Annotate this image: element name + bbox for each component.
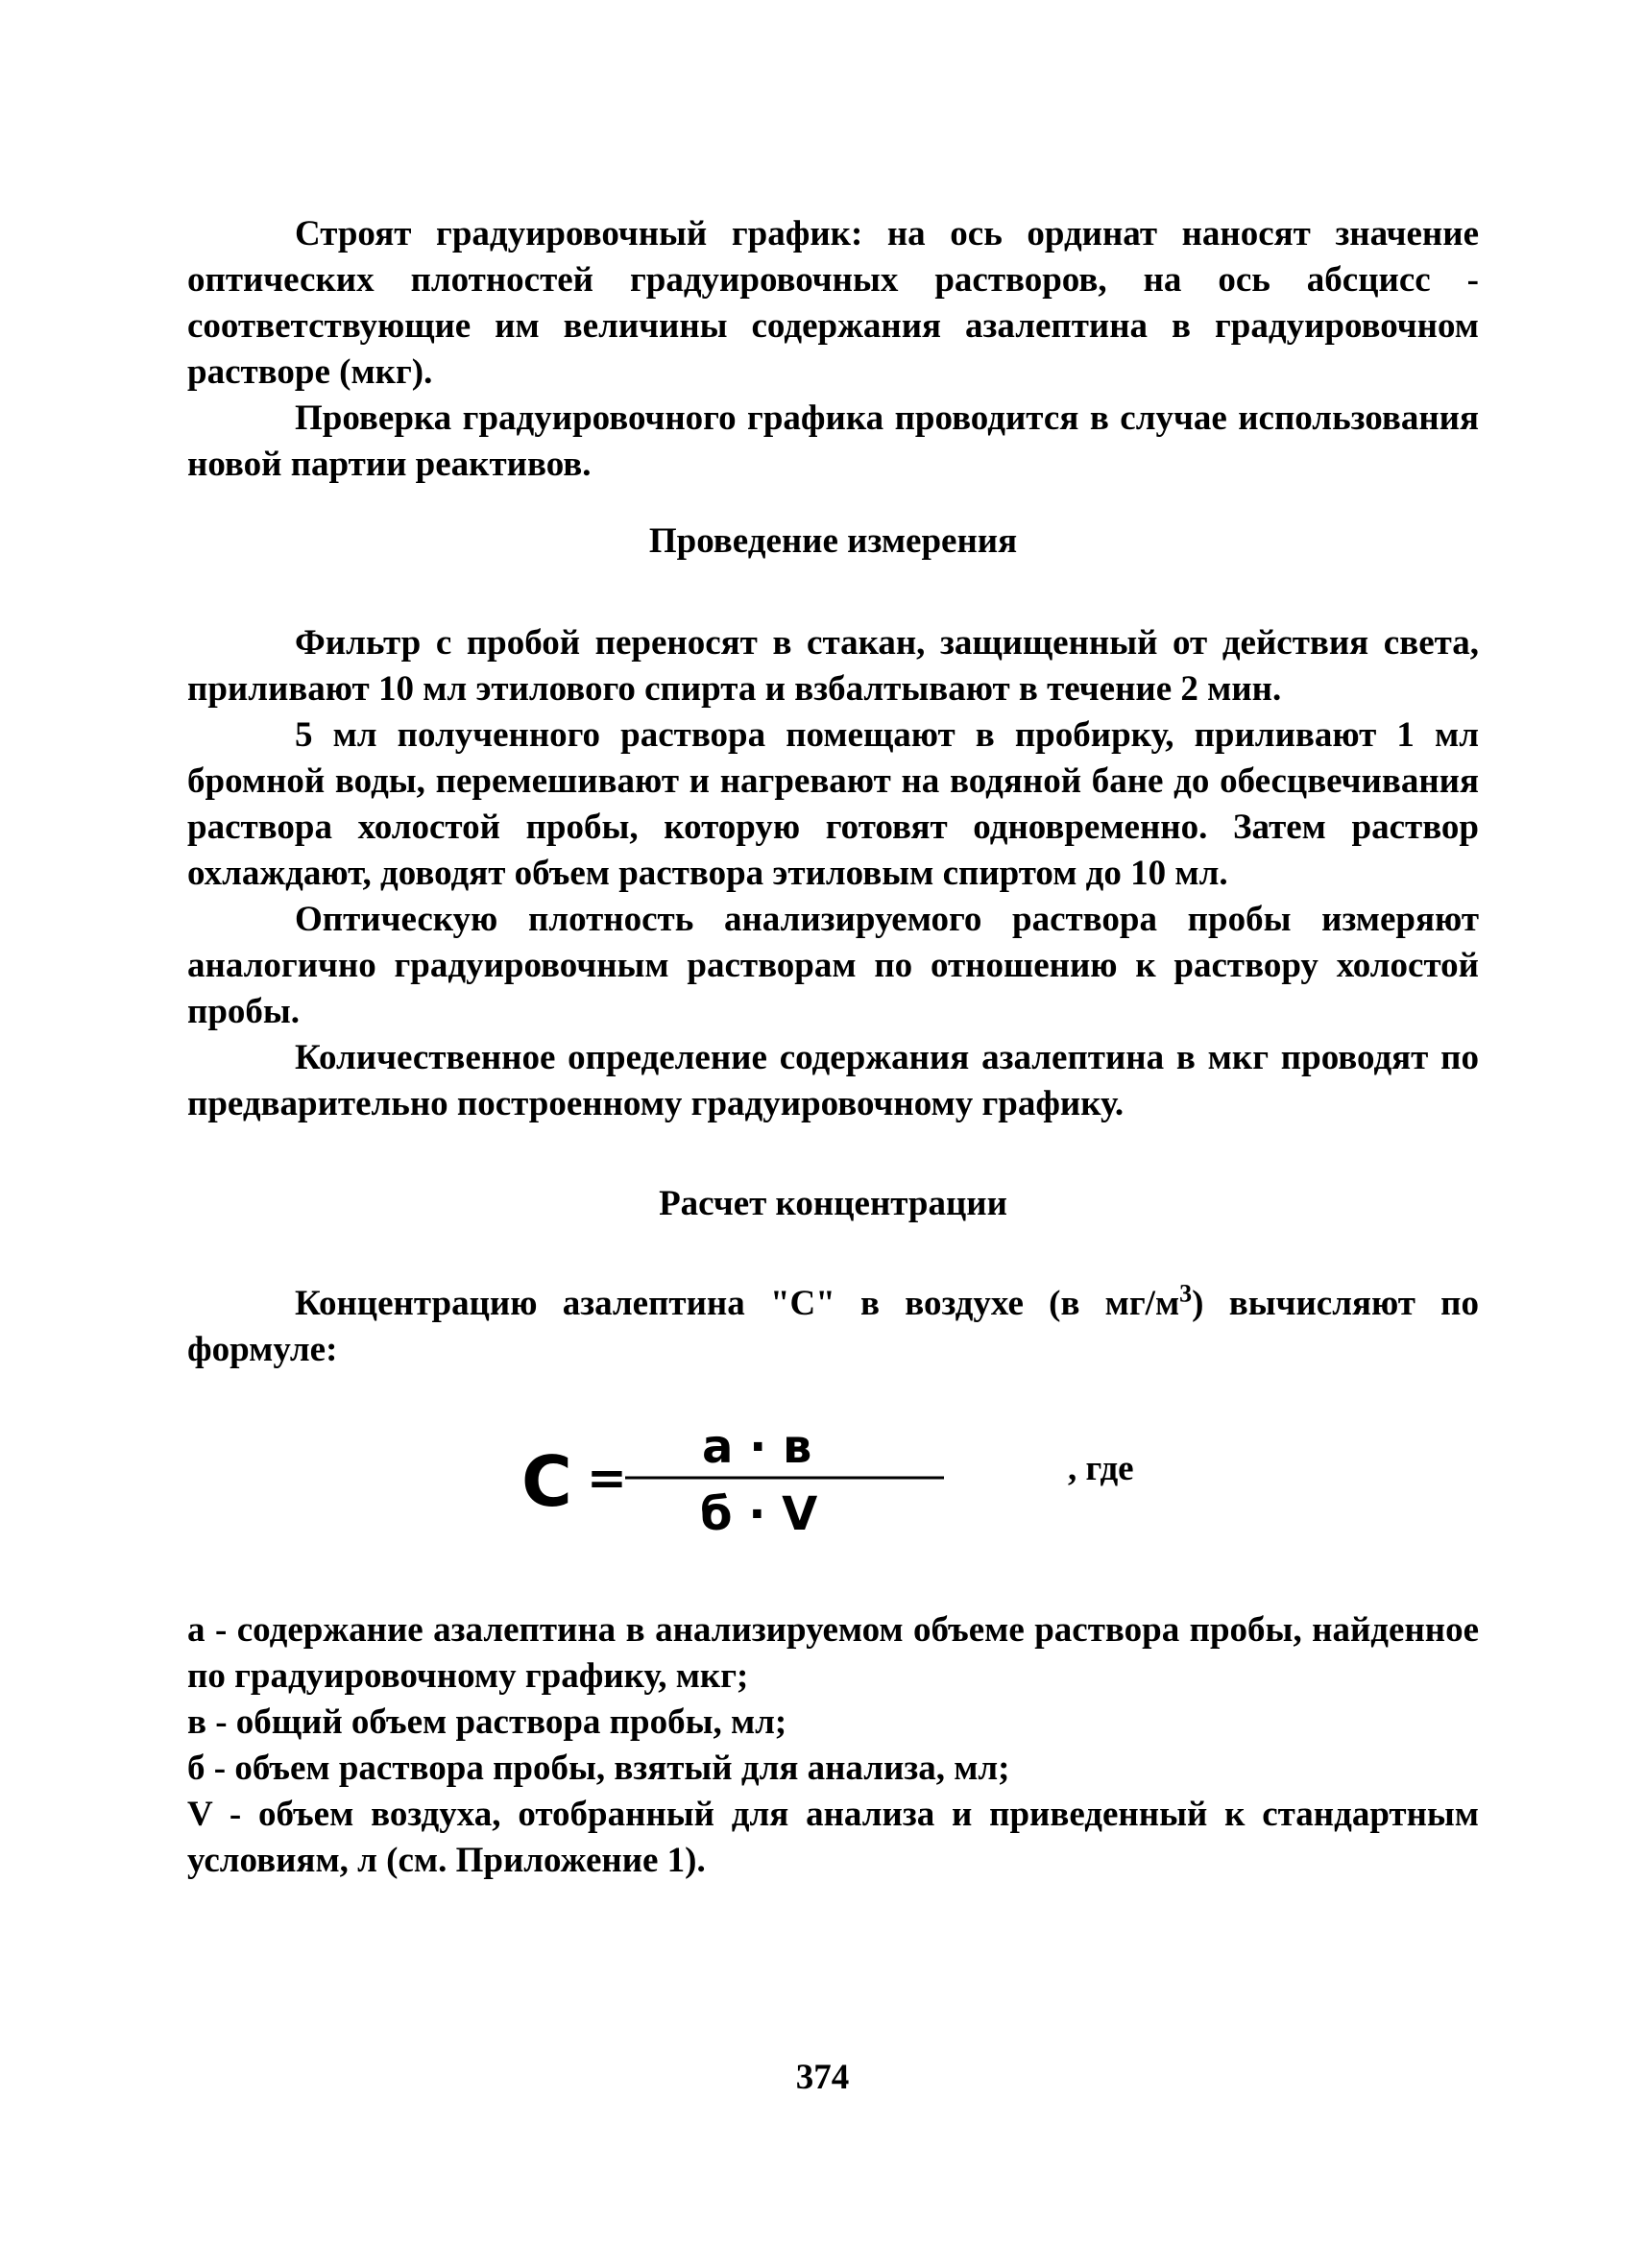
formula <box>187 1410 1479 1554</box>
calc-intro-text-end: ) вычисляют по формуле: <box>187 1284 1479 1369</box>
paragraph-quantitative: Количественное определение содержания азалептина в мкг проводят по предварительно построенному градуировочному графику. <box>187 1038 1479 1123</box>
formula-numerator: а · в <box>702 1420 812 1474</box>
page-number: 374 <box>795 2058 850 2097</box>
heading-measurement: Проведение измерения <box>648 521 1018 561</box>
formula-lhs: С <box>521 1441 572 1522</box>
calc-intro-text: Концентрацию азалептина "С" в воздухе (в мг/м <box>295 1284 1180 1323</box>
definition-a: а - содержание азалептина в анализируемом объеме раствора пробы, найденное по градуировочному графику, мкг; <box>187 1610 1479 1696</box>
paragraph-calibration-graph: Строят градуировочный график: на ось ординат наносят значение оптических плотностей градуировочных растворов, на ось абсцисс - соответствующие им величины содержания азалептина в градуировочном растворе (мкг). <box>187 214 1479 392</box>
calc-intro-superscript: 3 <box>1179 1279 1193 1308</box>
paragraph-optical-density: Оптическую плотность анализируемого раствора пробы измеряют аналогично градуировочным растворам по отношению к раствору холостой пробы. <box>187 900 1479 1031</box>
definition-b: б - объем раствора пробы, взятый для анализа, мл; <box>187 1749 1010 1788</box>
paragraph-calc-intro <box>187 1281 1479 1373</box>
heading-calculation: Расчет концентрации <box>659 1184 1007 1223</box>
document-page <box>187 211 1479 1884</box>
paragraph-graph-check: Проверка градуировочного графика проводится в случае использования новой партии реактивов. <box>187 398 1479 484</box>
formula-where: , где <box>1068 1449 1134 1488</box>
definition-volume: V - объем воздуха, отобранный для анализа и приведенный к стандартным условиям, л (см. Приложение 1). <box>187 1795 1479 1880</box>
paragraph-solution: 5 мл полученного раствора помещают в пробирку, приливают 1 мл бромной воды, перемешивают и нагревают на водяной бане до обесцвечивания раствора холостой пробы, которую готовят одновременно. Затем раствор охлаждают, доводят объем раствора этиловым спиртом до 10 мл. <box>187 715 1479 893</box>
formula-equals: = <box>587 1450 627 1506</box>
formula-denominator: б · V <box>700 1487 818 1541</box>
paragraph-filter: Фильтр с пробой переносят в стакан, защищенный от действия света, приливают 10 мл этилового спирта и взбалтывают в течение 2 мин. <box>187 623 1479 709</box>
formula-graphic <box>512 1410 954 1544</box>
definition-v: в - общий объем раствора пробы, мл; <box>187 1702 787 1742</box>
